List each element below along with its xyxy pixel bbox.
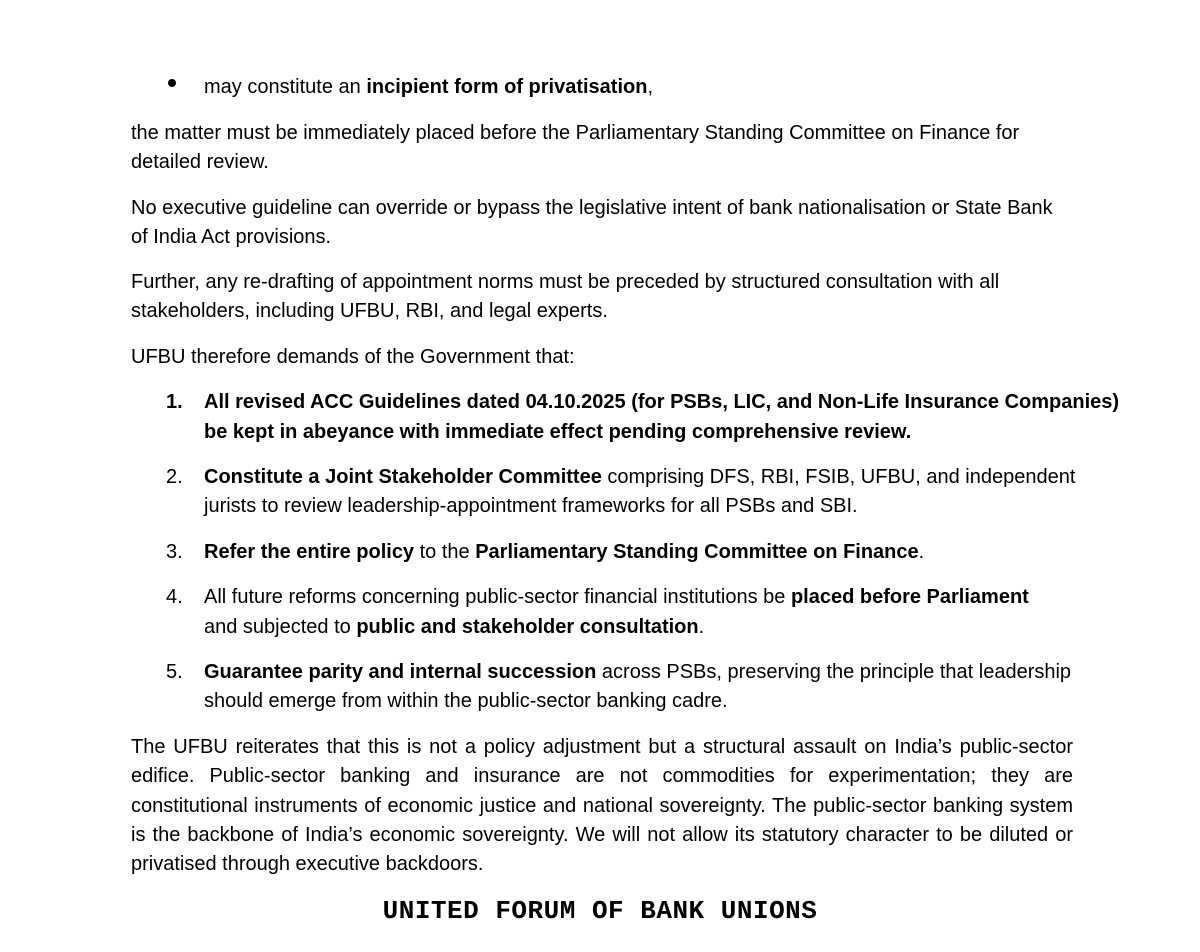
- demand-4-bold-2: public and stakeholder consultation: [356, 616, 699, 638]
- demand-4-end: .: [698, 616, 705, 638]
- paragraph-1-line-1: the matter must be immediately placed before the Parliamentary Standing Committee on Finance for: [131, 122, 1020, 144]
- demand-3-number: 3.: [166, 541, 183, 563]
- bullet-prefix: may constitute an: [204, 76, 367, 98]
- demand-1-line-1: All revised ACC Guidelines dated 04.10.2025 (for PSBs, LIC, and Non-Life Insurance Companies): [204, 391, 1120, 413]
- demand-5-line-2: should emerge from within the public-sector banking cadre.: [204, 690, 728, 712]
- demand-2-number: 2.: [166, 466, 183, 488]
- demand-4-bold: placed before Parliament: [790, 586, 1029, 608]
- paragraph-3-line-2: stakeholders, including UFBU, RBI, and legal experts.: [131, 300, 608, 322]
- demand-2-line-1: [204, 462, 1075, 492]
- demand-3-bold-2: Parliamentary Standing Committee on Finance: [475, 541, 919, 563]
- demand-5-line-1: [204, 657, 1071, 687]
- paragraph-3-line-1: Further, any re-drafting of appointment norms must be preceded by structured consultation with all: [131, 271, 1000, 293]
- demand-3-line-1: [204, 537, 924, 567]
- bullet-icon: [168, 79, 176, 87]
- paragraph-4: UFBU therefore demands of the Government that:: [131, 346, 575, 368]
- paragraph-2-line-1: No executive guideline can override or bypass the legislative intent of bank nationalisation or State Bank: [131, 197, 1053, 219]
- demand-4-line-1: [204, 582, 1029, 612]
- demand-3-bold: Refer the entire policy: [204, 541, 415, 563]
- closing-line-1: The UFBU reiterates that this is not a policy adjustment but a structural assault on India’s public-sector: [131, 736, 1073, 758]
- closing-line-4: is the backbone of India’s economic sovereignty. We will not allow its statutory character to be diluted or: [131, 824, 1073, 846]
- closing-line-5: privatised through executive backdoors.: [131, 853, 484, 875]
- bullet-item: [204, 72, 653, 102]
- demand-5-rest: across PSBs, preserving the principle that leadership: [596, 661, 1072, 683]
- demand-4-line-2: [204, 612, 704, 642]
- signature-heading: UNITED FORUM OF BANK UNIONS: [382, 896, 818, 926]
- demand-2-line-2: jurists to review leadership-appointment frameworks for all PSBs and SBI.: [204, 495, 858, 517]
- demand-3-end: .: [918, 541, 925, 563]
- demand-5-bold: Guarantee parity and internal succession: [204, 661, 597, 683]
- bullet-suffix: ,: [647, 76, 654, 98]
- closing-line-2: edifice. Public-sector banking and insurance are not commodities for experimentation; they are: [131, 765, 1073, 787]
- demand-3-mid: to the: [414, 541, 476, 563]
- demand-2-bold: Constitute a Joint Stakeholder Committee: [204, 466, 602, 488]
- paragraph-2-line-2: of India Act provisions.: [131, 226, 332, 248]
- paragraph-1-line-2: detailed review.: [131, 151, 269, 173]
- demand-4-number: 4.: [166, 586, 183, 608]
- bullet-bold: incipient form of privatisation: [366, 76, 648, 98]
- demand-1-line-2: be kept in abeyance with immediate effect pending comprehensive review.: [204, 421, 912, 443]
- demand-1-number: 1.: [166, 391, 183, 413]
- demand-2-rest: comprising DFS, RBI, FSIB, UFBU, and independent: [601, 466, 1076, 488]
- demand-4-text: All future reforms concerning public-sector financial institutions be: [204, 586, 791, 608]
- demand-4-text-2: and subjected to: [204, 616, 357, 638]
- demand-5-number: 5.: [166, 661, 183, 683]
- closing-line-3: constitutional instruments of economic justice and national sovereignty. The public-sector banking system: [131, 795, 1073, 817]
